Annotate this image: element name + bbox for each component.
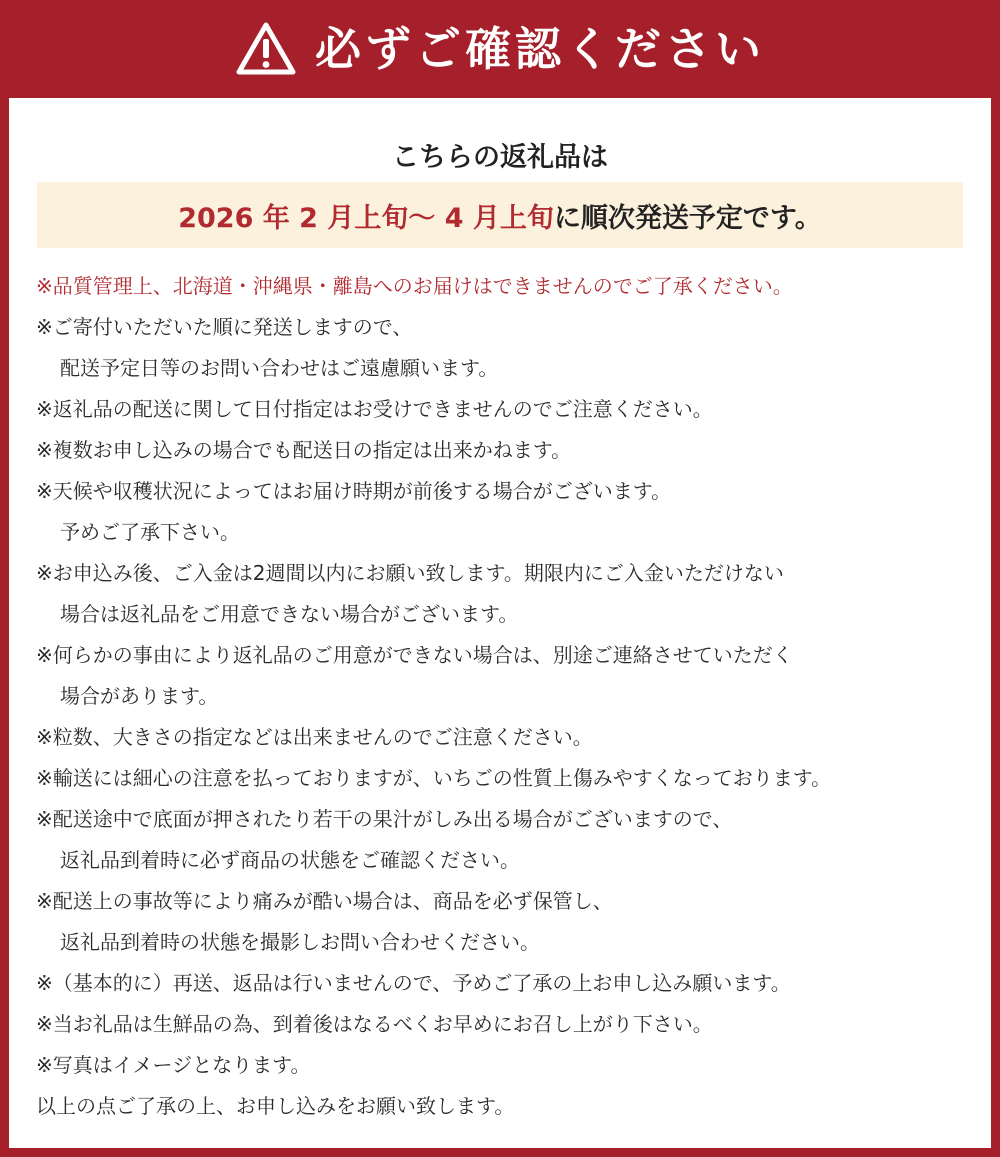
notice-panel (9, 98, 991, 1148)
note-line: ※輸送には細心の注意を払っておりますが、いちごの性質上傷みやすくなっております。 (36, 766, 832, 790)
note-line: ※当お礼品は生鮮品の為、到着後はなるべくお早めにお召し上がり下さい。 (36, 1012, 713, 1036)
shipping-band (37, 182, 963, 248)
note-line: ※何らかの事由により返礼品のご用意ができない場合は、別途ご連絡させていただく (36, 643, 793, 667)
note-line: ※（基本的に）再送、返品は行いませんので、予めご了承の上お申し込み願います。 (36, 971, 791, 995)
note-line: ※粒数、大きさの指定などは出来ませんのでご注意ください。 (36, 725, 593, 749)
note-line: ※写真はイメージとなります。 (36, 1053, 311, 1077)
note-line: 場合があります。 (60, 684, 219, 708)
note-line: ※配送途中で底面が押されたり若干の果汁がしみ出る場合がございますので、 (36, 807, 733, 831)
note-line: ※天候や収穫状況によってはお届け時期が前後する場合がございます。 (36, 479, 672, 503)
note-line: ※配送上の事故等により痛みが酷い場合は、商品を必ず保管し、 (36, 889, 613, 913)
shipping-message: に順次発送予定です。 (553, 202, 822, 234)
notice-header (0, 0, 1000, 98)
header-title: 必ずご確認ください (315, 22, 765, 76)
notes-list (36, 266, 986, 1127)
intro-text: こちらの返礼品は (392, 142, 608, 173)
note-line: 場合は返礼品をご用意できない場合がございます。 (60, 602, 519, 626)
note-line: 配送予定日等のお問い合わせはご遠慮願います。 (60, 356, 499, 380)
warning-icon (235, 21, 297, 77)
closing-line: 以上の点ご了承の上、お申し込みをお願い致します。 (36, 1094, 515, 1118)
note-line: ※返礼品の配送に関して日付指定はお受けできませんのでご注意ください。 (36, 397, 713, 421)
note-line: ※複数お申し込みの場合でも配送日の指定は出来かねます。 (36, 438, 572, 462)
note-line: 返礼品到着時に必ず商品の状態をご確認ください。 (60, 848, 520, 872)
note-line: ※お申込み後、ご入金は2週間以内にお願い致します。期限内にご入金いただけない (36, 561, 784, 585)
note-line: 返礼品到着時の状態を撮影しお問い合わせください。 (60, 930, 540, 954)
note-line: 予めご了承下さい。 (60, 520, 240, 544)
note-line: ※ご寄付いただいた順に発送しますので、 (36, 315, 413, 339)
note-line: ※品質管理上、北海道・沖縄県・離島へのお届けはできませんのでご了承ください。 (36, 274, 793, 298)
shipping-date: 2026 年 2 月上旬〜 4 月上旬 (178, 202, 554, 234)
